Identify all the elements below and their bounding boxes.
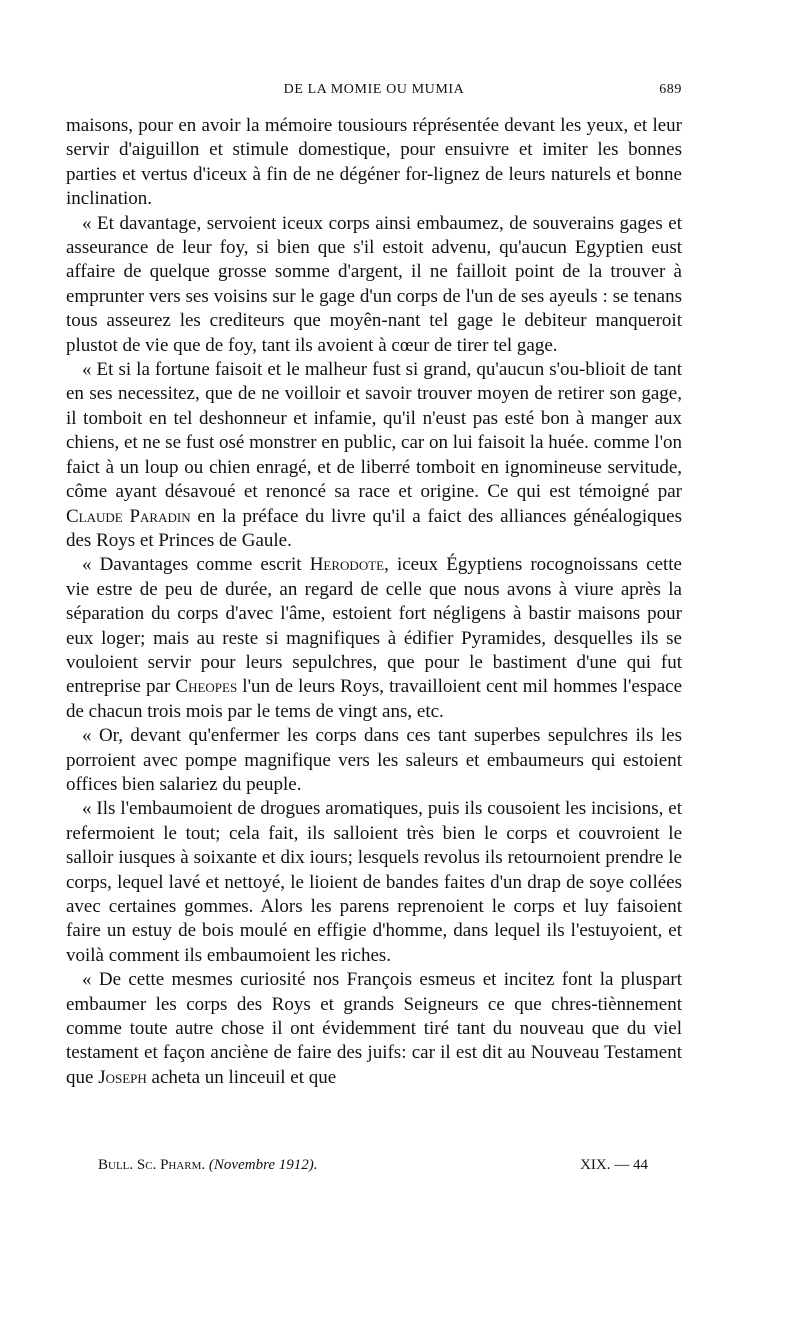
paragraph-4-text-a: « Davantages comme escrit [82,554,302,576]
page-number: 689 [659,82,682,97]
running-header [66,80,682,104]
author-name-herodote: Herodote [309,554,385,576]
paragraph-1: maisons, pour en avoir la mémoire tousiours réprésentée devant les yeux, et leur servir d'aiguillon et stimule domestique, pour ensuivre et imiter les bonnes parties et vertus d'iceux à fin de ne dégéner for-lignez de leurs naturels et bonne inclination. [66,115,682,210]
paragraph-6: « Ils l'embaumoient de drogues aromatiques, puis ils cousoient les incisions, et refermoient le tout; cela fait, ils salloient très bien le corps et couvroient le salloir iusques à soixante et dix iours; lesquels revolus ils retournoient prendre le corps, lequel lavé et nettoyé, le lioient de bandes faites d'un drap de soye collées avec certaines gommes. Alors les parens reprenoient le corps et luy faisoient faire un estuy de bois moulé en effigie d'homme, dans lequel ils l'estuyoient, et voilà comment ils embaumoient les riches. [66,798,682,966]
journal-abbreviation: Bull. Sc. Pharm. [98,1157,206,1173]
paragraph-3-text-a: « Et si la fortune faisoit et le malheur fust si grand, qu'aucun s'ou-blioit de tant en ses necessitez, que de ne voilloir et savoir trouver moyen de retirer son gage, il tomboit en tel deshonneur et infamie, qu'il n'eust pas esté bon à manger aux chiens, et ne se fust osé monstrer en public, car on lui faisoit la huée. comme l'on faict à un loup ou chien enragé, et de liberré tomboit en ignomineuse servitude, côme ayant désavoué et renoncé sa race et origine. Ce qui est témoigné par [66,359,682,503]
page-footer [98,1157,648,1181]
issue-date: (Novembre 1912). [208,1157,318,1173]
paragraph-7-text-b: acheta un linceuil et que [151,1066,337,1088]
running-title: DE LA MOMIE OU MUMIA [283,82,465,97]
paragraph-7-text-a: « De cette mesmes curiosité nos François esmeus et incitez font la pluspart embaumer les corps des Roys et grands Seigneurs ce que chres-tiènnement comme toute autre chose il ont évidemment tiré tant du nouveau que du viel testament et façon anciène de faire des juifs: car il est dit au Nouveau Testament que [66,969,682,1088]
paragraph-3 [66,358,682,553]
paragraph-3-text-b: en la préface du livre qu'il a faict des alliances généalogiques des Roys et Princes de Gaule. [66,505,682,551]
body-text [66,114,682,1090]
paragraph-4-text-b: , iceux Égyptiens rocognoissans cette vie estre de peu de durée, an regard de celle que nous avons à viure après la séparation du corps d'avec l'âme, estoient fort négligens à bastir maisons pour eux loger; mais au reste si magnifiques à édifier Pyramides, desquelles ils se vouloient servir pour leurs sepulchres, que pour le bastiment d'une qui fut entreprise par [66,554,682,698]
author-name-paradin: Claude Paradin [66,505,191,527]
paragraph-5: « Or, devant qu'enfermer les corps dans ces tant superbes sepulchres ils les porroient avec pompe magnifique vers les saleurs et embaumeurs qui estoient offices bien salariez du peuple. [66,725,682,795]
volume-sheet-mark: XIX. — 44 [580,1157,648,1173]
person-name-joseph: Joseph [98,1066,147,1088]
paragraph-2: « Et davantage, servoient iceux corps ainsi embaumez, de souverains gages et asseurance de leur foy, si bien que s'il estoit advenu, qu'aucun Egyptien eust affaire de quelque grosse somme d'argent, il ne failloit point de la trouver à emprunter vers ses voisins sur le gage d'un corps de l'un de ses ayeuls : se tenans tous asseurez les crediteurs que moyên-nant tel gage le debiteur manqueroit plustot de vie que de foy, tant ils avoient à cœur de tirer tel gage. [66,212,682,356]
journal-citation [98,1157,318,1174]
paragraph-7 [66,968,682,1090]
king-name-cheopes: Cheopes [175,676,238,698]
paragraph-4 [66,553,682,724]
paragraph-4-text-c: l'un de leurs Roys, travailloient cent mil hommes l'espace de chacun trois mois par le tems de vingt ans, etc. [66,676,683,722]
